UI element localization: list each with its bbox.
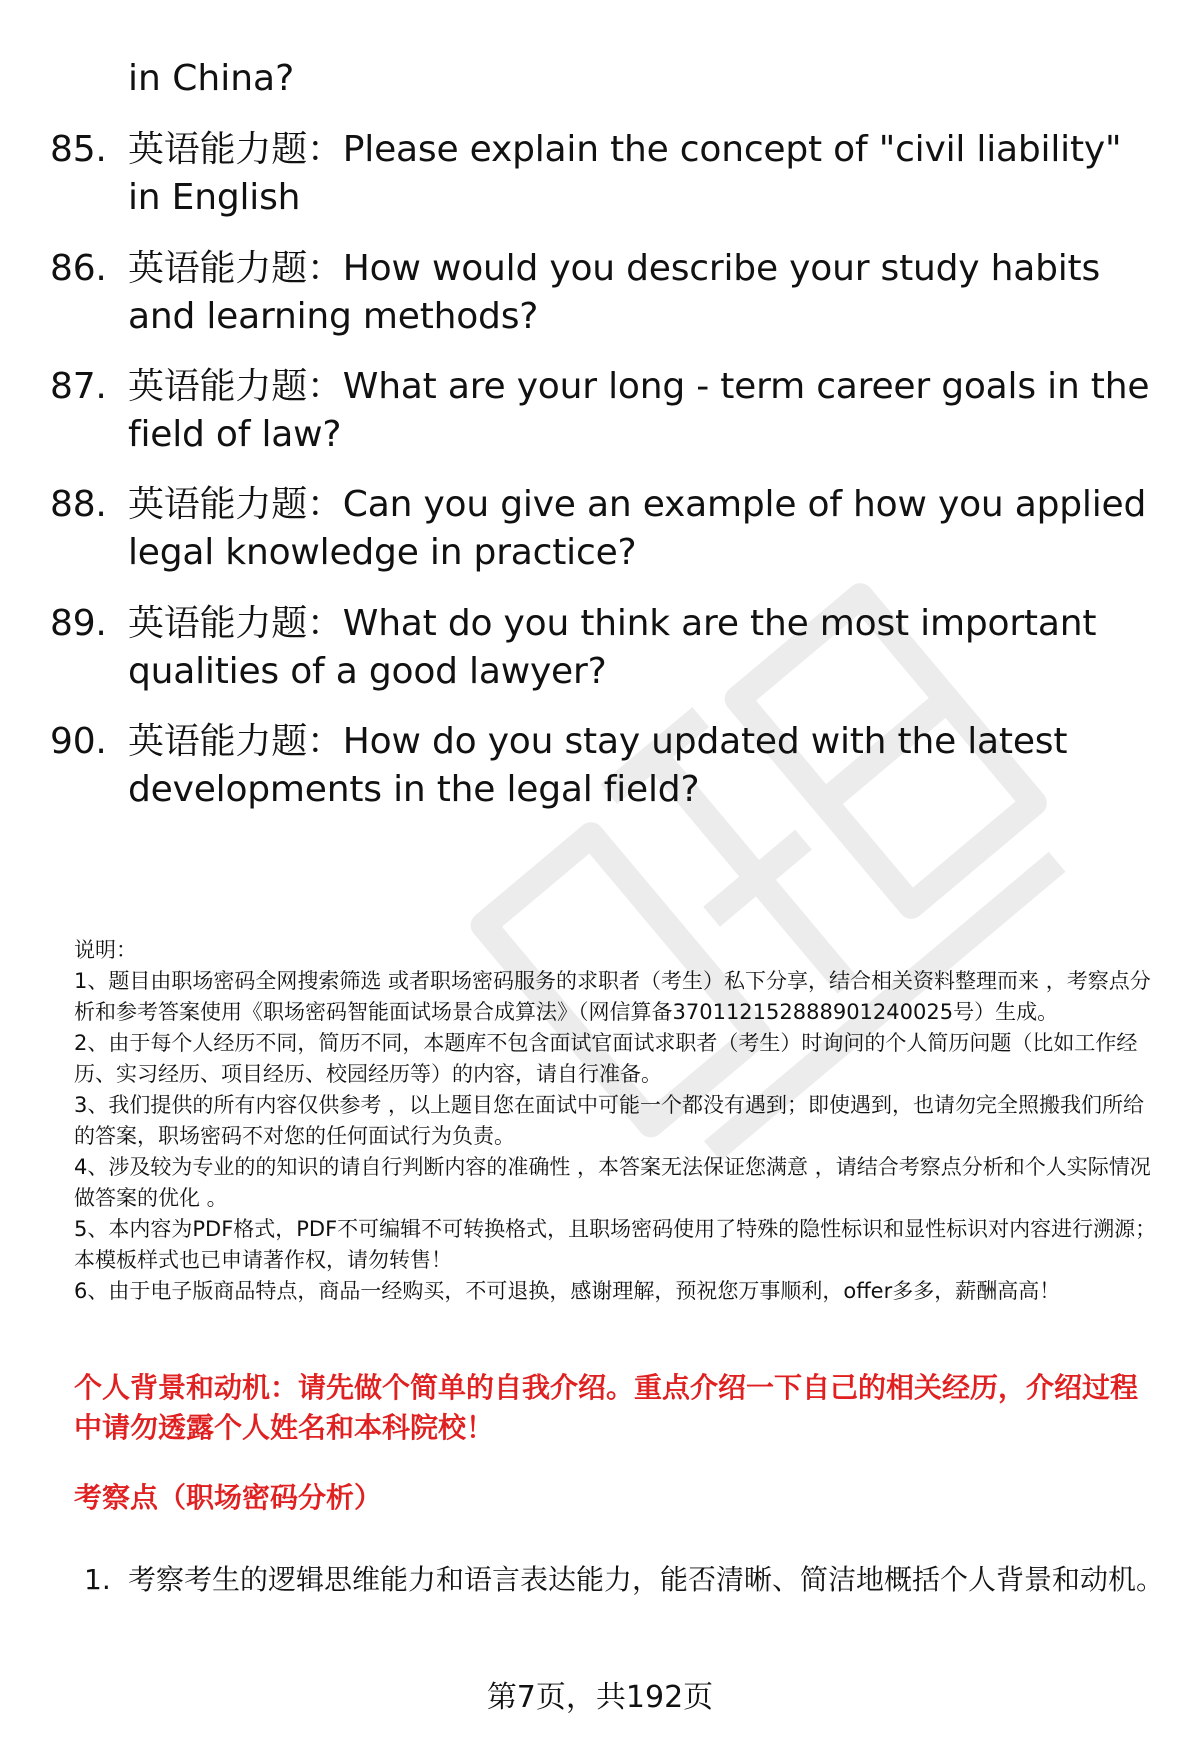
page-footer: 第7页，共192页 <box>486 1680 714 1715</box>
note-item: 4、涉及较为专业的的知识的请自行判断内容的准确性 ，本答案无法保证您满意 ，请结合考察点分析和个人实际情况做答案的优化 。 <box>74 1155 1151 1210</box>
question-text: 英语能力题：Please explain the concept of "civil liability" in English <box>128 129 1122 218</box>
question-text: 英语能力题：How would you describe your study habits and learning methods? <box>128 248 1101 337</box>
question-text: 英语能力题：How do you stay updated with the latest developments in the legal field? <box>128 721 1068 810</box>
question-continuation: in China? <box>128 58 295 99</box>
note-item: 5、本内容为PDF格式，PDF不可编辑不可转换格式，且职场密码使用了特殊的隐性标识和显性标识对内容进行溯源；本模板样式也已申请著作权，请勿转售！ <box>74 1217 1157 1272</box>
question-number: 86. <box>50 248 107 289</box>
question-item <box>50 481 1160 577</box>
question-number: 88. <box>50 484 107 525</box>
question-number: 89. <box>50 603 107 644</box>
note-item: 2、由于每个人经历不同，简历不同，本题库不包含面试官面试求职者（考生）时询问的个人简历问题（比如工作经历、实习经历、项目经历、校园经历等）的内容，请自行准备。 <box>74 1031 1138 1086</box>
exam-point-text: 考察考生的逻辑思维能力和语言表达能力，能否清晰、简洁地概括个人背景和动机。 <box>128 1563 1165 1596</box>
exam-point-item <box>84 1552 1164 1608</box>
note-item: 6、由于电子版商品特点，商品一经购买，不可退换，感谢理解，预祝您万事顺利，offer多多，薪酬高高！ <box>74 1279 1061 1303</box>
background-question-title: 个人背景和动机：请先做个简单的自我介绍。重点介绍一下自己的相关经历，介绍过程中请勿透露个人姓名和本科院校！ <box>74 1371 1139 1444</box>
question-item <box>50 245 1160 341</box>
notes-section <box>74 935 1164 1307</box>
note-item: 3、我们提供的所有内容仅供参考 ，以上题目您在面试中可能一个都没有遇到；即使遇到，也请勿完全照搬我们所给的答案，职场密码不对您的任何面试行为负责。 <box>74 1093 1145 1148</box>
question-text: 英语能力题：What do you think are the most important qualities of a good lawyer? <box>128 603 1097 692</box>
question-text: 英语能力题：What are your long - term career goals in the field of law? <box>128 366 1150 455</box>
question-number: 85. <box>50 129 107 170</box>
notes-heading: 说明： <box>74 938 137 962</box>
exam-point-number: 1. <box>84 1563 111 1596</box>
note-item: 1、题目由职场密码全网搜索筛选 或者职场密码服务的求职者（考生）私下分享，结合相关资料整理而来 ，考察点分析和参考答案使用《职场密码智能面试场景合成算法》（网信算备370112152888901240025号）生成。 <box>74 969 1151 1024</box>
question-item <box>50 600 1160 696</box>
question-item <box>50 718 1160 814</box>
question-item <box>50 126 1160 222</box>
question-number: 87. <box>50 366 107 407</box>
question-text: 英语能力题：Can you give an example of how you applied legal knowledge in practice? <box>128 484 1147 573</box>
exam-points-heading: 考察点（职场密码分析） <box>74 1481 383 1514</box>
question-number: 90. <box>50 721 107 762</box>
question-item <box>50 363 1160 459</box>
